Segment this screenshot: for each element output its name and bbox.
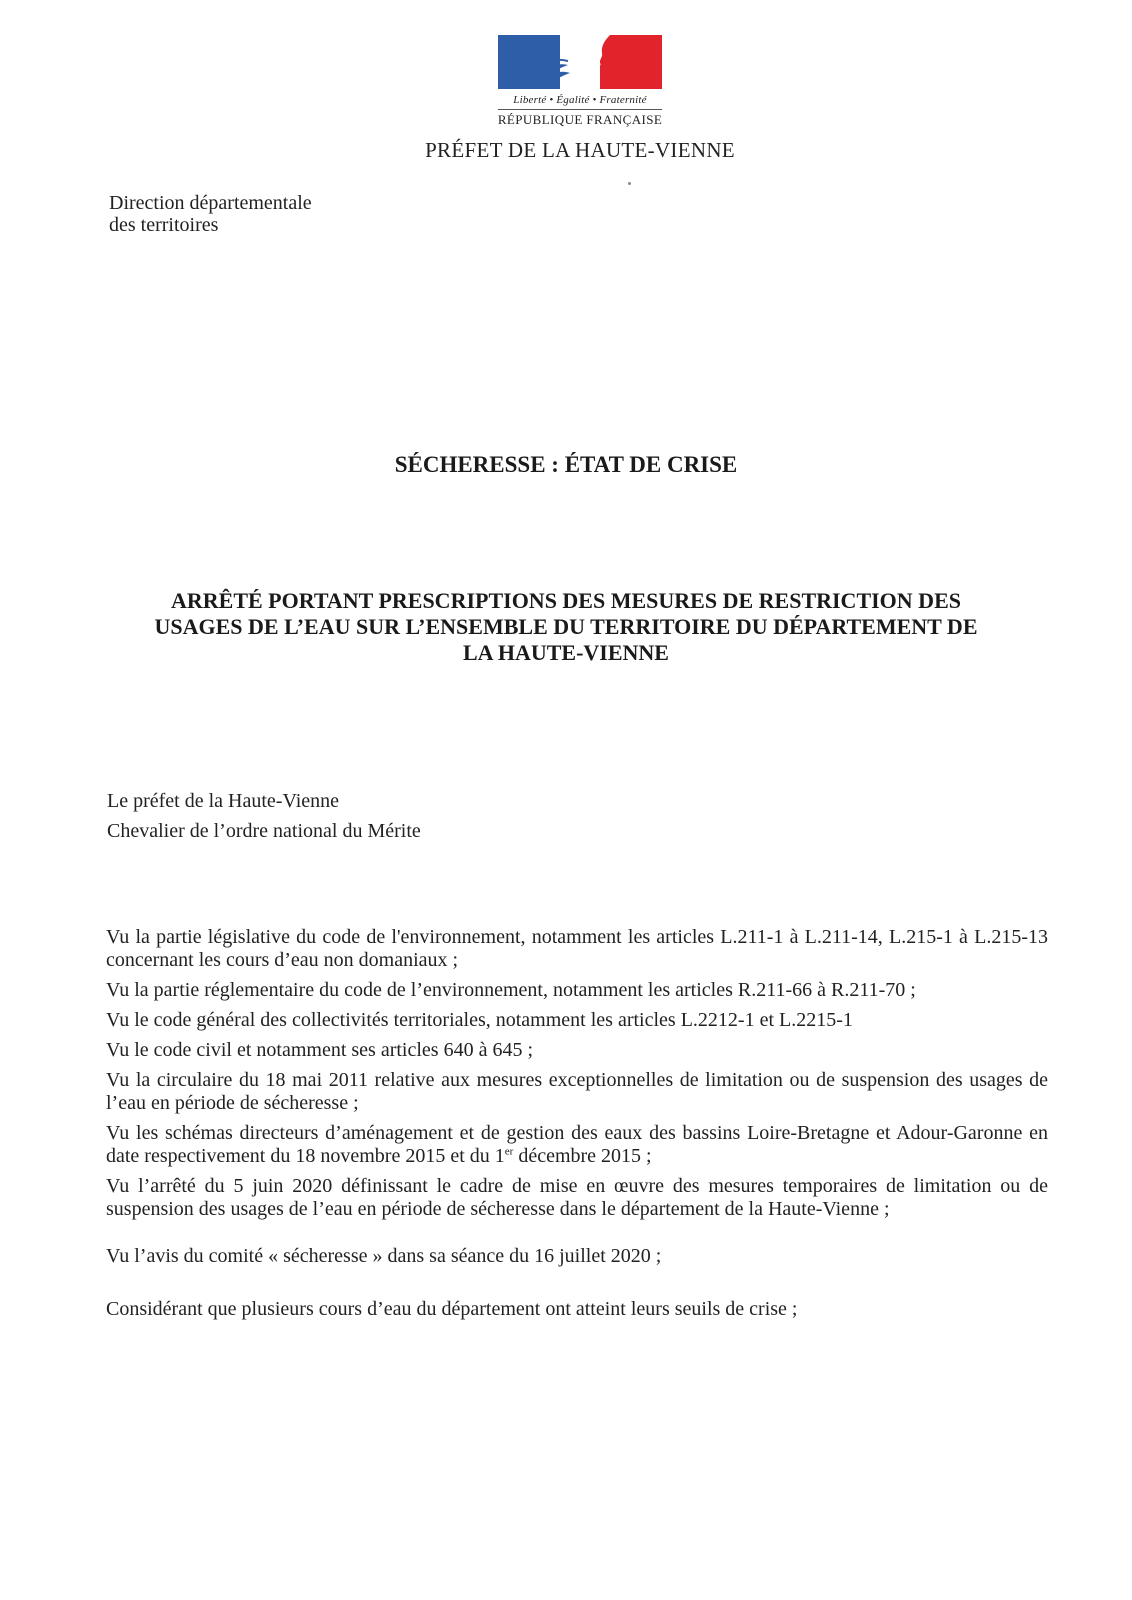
visa-paragraph: Vu le code civil et notamment ses articles 640 à 645 ;	[106, 1039, 534, 1061]
republic-label: RÉPUBLIQUE FRANÇAISE	[497, 112, 663, 127]
visa-text: Vu les schémas directeurs d’aménagement et de gestion des eaux des bassins Loire-Bretagne et Adour-Garonne en date respectivement du 18 novembre 2015 et du 1	[106, 1122, 1048, 1167]
scan-speck	[628, 182, 631, 185]
signatory-block	[107, 786, 421, 846]
visa-paragraph: Vu la partie législative du code de l'environnement, notamment les articles L.211-1 à L.211-14, L.215-1 à L.215-13 concernant les cours d’eau non domaniaux ;	[106, 926, 1048, 971]
motto-divider	[498, 109, 662, 110]
visa-paragraph: Vu la partie réglementaire du code de l’environnement, notamment les articles R.211-66 à R.211-70 ;	[106, 979, 916, 1001]
issuer-line-1: Direction départementale	[109, 192, 312, 214]
issuing-department	[109, 192, 312, 236]
considering-clause: Considérant que plusieurs cours d’eau du département ont atteint leurs seuils de crise ;	[106, 1298, 798, 1320]
decree-title-line-3: LA HAUTE-VIENNE	[463, 640, 669, 665]
committee-opinion: Vu l’avis du comité « sécheresse » dans sa séance du 16 juillet 2020 ;	[106, 1245, 662, 1267]
republic-motto: Liberté • Égalité • Fraternité	[513, 94, 647, 106]
visa-paragraph: Vu le code général des collectivités territoriales, notamment les articles L.2212-1 et L.2215-1	[106, 1009, 853, 1031]
visas-section	[106, 926, 1048, 1328]
signatory-honor: Chevalier de l’ordre national du Mérite	[107, 820, 421, 842]
flag-red-panel	[600, 35, 662, 89]
visa-text: décembre 2015 ;	[513, 1145, 652, 1167]
crisis-heading: SÉCHERESSE : ÉTAT DE CRISE	[394, 452, 738, 477]
visa-paragraph	[106, 1122, 1048, 1168]
issuer-line-2: des territoires	[109, 214, 219, 236]
decree-title	[100, 588, 1032, 666]
visa-paragraph: Vu l’arrêté du 5 juin 2020 définissant le cadre de mise en œuvre des mesures temporaires de limitation ou de suspension des usages de l’eau en période de sécheresse dans le département de la Haute-Vienne ;	[106, 1175, 1048, 1220]
visa-paragraph: Vu la circulaire du 18 mai 2011 relative aux mesures exceptionnelles de limitation ou de suspension des usages de l’eau en période de sécheresse ;	[106, 1069, 1048, 1114]
signatory-title: Le préfet de la Haute-Vienne	[107, 790, 340, 812]
marianne-logo	[498, 35, 662, 89]
ordinal-suffix: er	[504, 1145, 514, 1158]
decree-title-line-1: ARRÊTÉ PORTANT PRESCRIPTIONS DES MESURES DE RESTRICTION DES	[171, 588, 961, 613]
prefecture-name: PRÉFET DE LA HAUTE-VIENNE	[425, 138, 735, 162]
decree-title-line-2: USAGES DE L’EAU SUR L’ENSEMBLE DU TERRITOIRE DU DÉPARTEMENT DE	[154, 614, 978, 639]
